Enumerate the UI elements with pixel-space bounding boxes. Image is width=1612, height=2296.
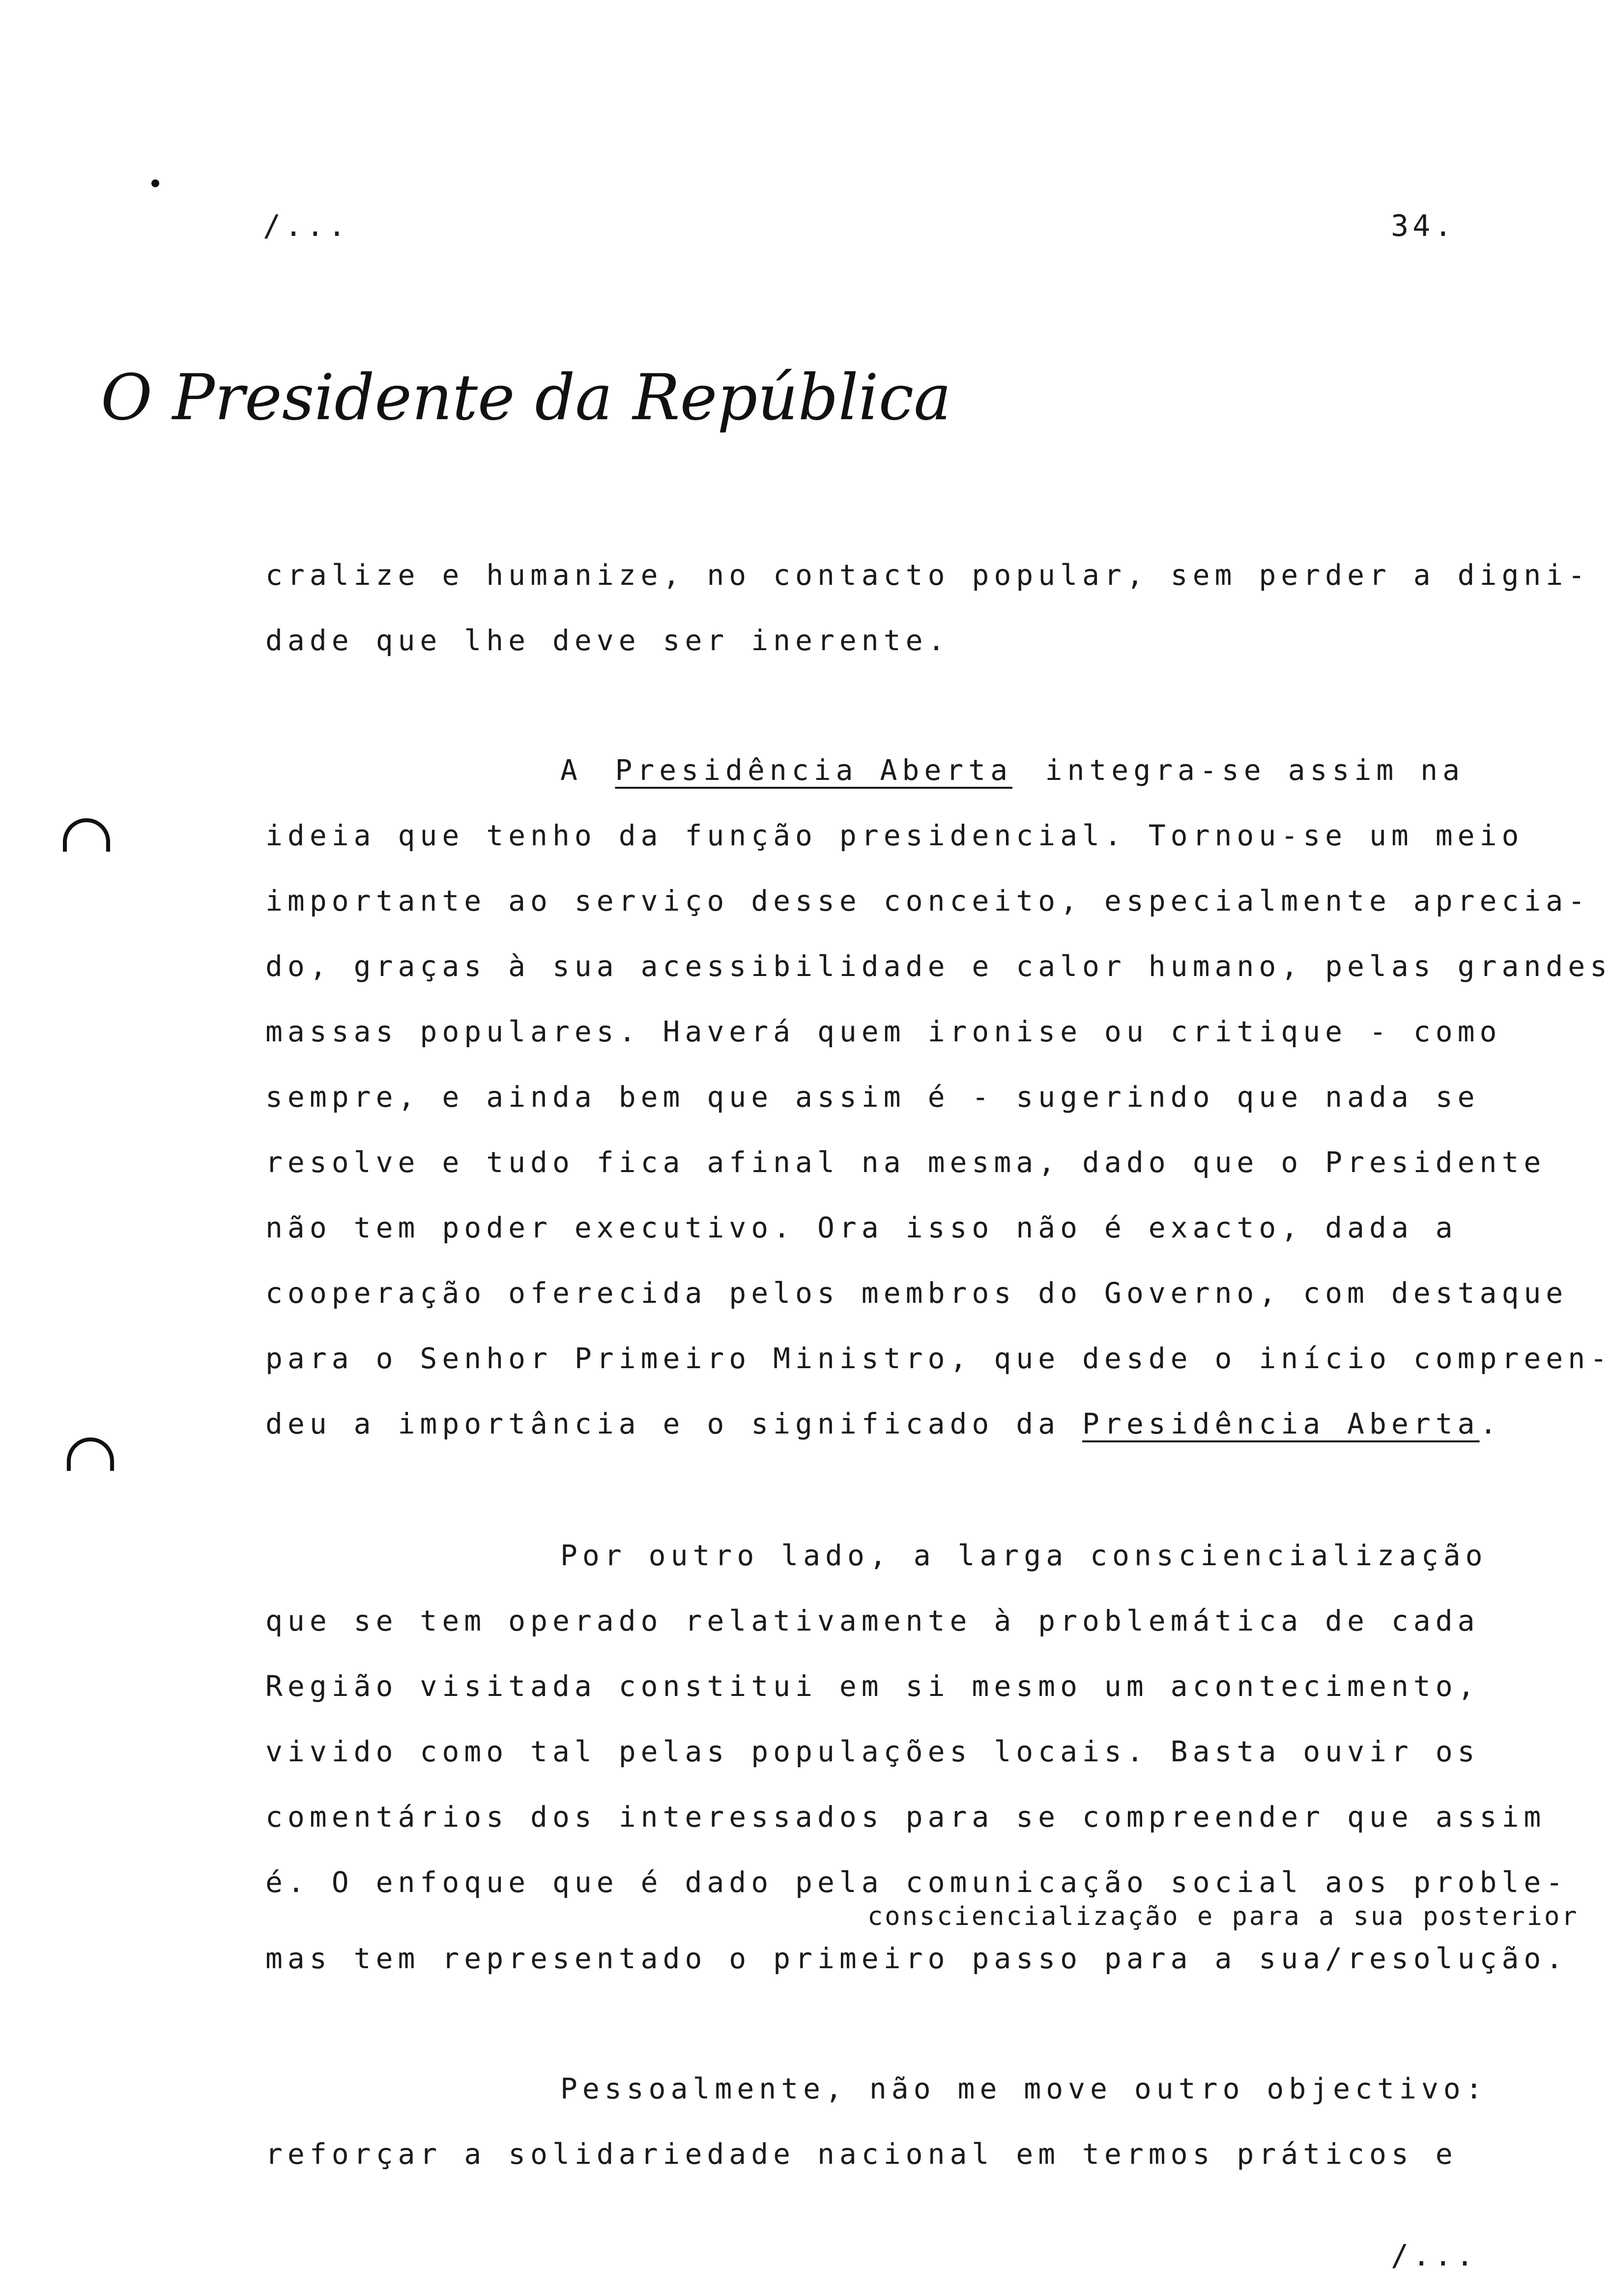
text-line: resolve e tudo fica afinal na mesma, dado que o Presidente bbox=[265, 1146, 1546, 1179]
text-line: ideia que tenho da função presidencial. Tornou-se um meio bbox=[265, 819, 1524, 852]
presidencia-aberta-emphasis: Presidência Aberta bbox=[1082, 1407, 1480, 1440]
presidencia-aberta-emphasis: Presidência Aberta bbox=[615, 753, 1012, 787]
text-line: importante ao serviço desse conceito, especialmente aprecia- bbox=[265, 884, 1590, 918]
margin-dot bbox=[151, 179, 159, 187]
text-line: massas populares. Haverá quem ironise ou critique - como bbox=[265, 1015, 1502, 1048]
text-line: é. O enfoque que é dado pela comunicação social aos proble- bbox=[265, 1866, 1568, 1899]
margin-bracket-mark bbox=[67, 1437, 114, 1471]
paragraph-first-line: A Presidência Aberta integra-se assim na bbox=[560, 748, 1465, 792]
margin-bracket-mark bbox=[63, 818, 110, 852]
text-line: sempre, e ainda bem que assim é - sugerindo que nada se bbox=[265, 1080, 1480, 1114]
page-number: 34. bbox=[1391, 209, 1456, 243]
letterhead: O Presidente da República bbox=[101, 361, 951, 434]
text-line: cralize e humanize, no contacto popular, sem perder a digni- bbox=[265, 558, 1590, 592]
paragraph-first-line: Pessoalmente, não me move outro objectivo: bbox=[560, 2072, 1488, 2105]
text-line: Região visitada constitui em si mesmo um acontecimento, bbox=[265, 1669, 1480, 1703]
text-line: não tem poder executivo. Ora isso não é exacto, dada a bbox=[265, 1211, 1458, 1244]
paragraph-last-line: deu a importância e o significado da Presidência Aberta. bbox=[265, 1407, 1502, 1440]
text-line: cooperação oferecida pelos membros do Governo, com destaque bbox=[265, 1276, 1568, 1310]
paragraph-first-line: Por outro lado, a larga consciencialização bbox=[560, 1539, 1488, 1572]
text-line: do, graças à sua acessibilidade e calor humano, pelas grandes bbox=[265, 949, 1612, 983]
text-line: comentários dos interessados para se compreender que assim bbox=[265, 1800, 1546, 1834]
text-line: para o Senhor Primeiro Ministro, que desde o início compreen- bbox=[265, 1342, 1612, 1375]
continuation-mark-bottom: /... bbox=[1391, 2239, 1478, 2273]
handwritten-insertion: consciencialização e para a sua posterior bbox=[867, 1902, 1579, 1931]
text-line: reforçar a solidariedade nacional em termos práticos e bbox=[265, 2137, 1458, 2171]
continuation-mark-top: /... bbox=[263, 209, 350, 243]
text-line: vivido como tal pelas populações locais. Basta ouvir os bbox=[265, 1735, 1480, 1768]
text-line: mas tem representado o primeiro passo para a sua/resolução. bbox=[265, 1942, 1568, 1975]
text-line: dade que lhe deve ser inerente. bbox=[265, 624, 950, 657]
text-line: que se tem operado relativamente à problemática de cada bbox=[265, 1604, 1480, 1637]
